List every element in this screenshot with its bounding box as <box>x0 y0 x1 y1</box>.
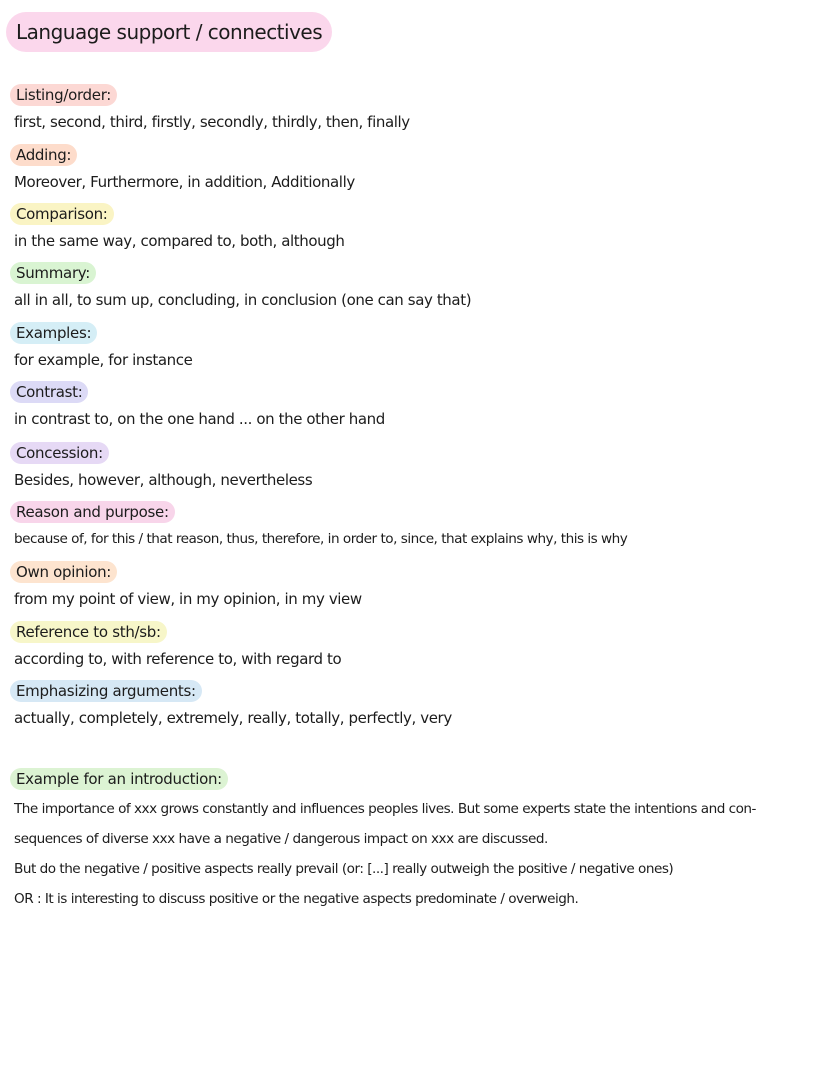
section-adding <box>10 144 355 193</box>
section-summary <box>10 262 471 311</box>
section-label: Concession: <box>10 442 109 464</box>
section-contrast <box>10 381 385 430</box>
intro-line: The importance of xxx grows constantly and influences peoples lives. But some experts state the intentions and con- <box>14 801 756 817</box>
section-label: Contrast: <box>10 381 88 403</box>
section-label: Comparison: <box>10 203 114 225</box>
section-items: because of, for this / that reason, thus, therefore, in order to, since, that explains why, this is why <box>14 531 628 547</box>
intro-line: sequences of diverse xxx have a negative / dangerous impact on xxx are discussed. <box>14 831 548 847</box>
section-items: from my point of view, in my opinion, in my view <box>14 590 362 608</box>
introduction-example <box>10 768 825 914</box>
section-label: Reason and purpose: <box>10 501 175 523</box>
section-items: all in all, to sum up, concluding, in conclusion (one can say that) <box>14 291 472 309</box>
section-items: first, second, third, firstly, secondly, thirdly, then, finally <box>14 113 410 131</box>
section-label: Listing/order: <box>10 84 117 106</box>
section-label: Examples: <box>10 322 97 344</box>
section-items: actually, completely, extremely, really, totally, perfectly, very <box>14 709 452 727</box>
section-label: Emphasizing arguments: <box>10 680 202 702</box>
page-title: Language support / connectives <box>6 12 332 52</box>
section-label: Summary: <box>10 262 96 284</box>
section-items: for example, for instance <box>14 351 193 369</box>
section-own-opinion <box>10 561 362 610</box>
intro-label: Example for an introduction: <box>10 768 228 790</box>
section-reference <box>10 621 341 670</box>
section-label: Own opinion: <box>10 561 117 583</box>
section-emphasizing <box>10 680 452 729</box>
section-concession <box>10 442 312 491</box>
section-reason-purpose <box>10 501 627 550</box>
intro-line: OR : It is interesting to discuss positive or the negative aspects predominate / overweigh. <box>14 891 579 907</box>
section-items: in contrast to, on the one hand ... on the other hand <box>14 410 385 428</box>
section-items: according to, with reference to, with regard to <box>14 650 342 668</box>
section-items: in the same way, compared to, both, although <box>14 232 345 250</box>
section-listing-order <box>10 84 410 133</box>
section-comparison <box>10 203 345 252</box>
intro-line: But do the negative / positive aspects really prevail (or: [...] really outweigh the positive / negative ones) <box>14 861 674 877</box>
section-label: Reference to sth/sb: <box>10 621 167 643</box>
section-examples <box>10 322 192 371</box>
section-items: Besides, however, although, nevertheless <box>14 471 313 489</box>
section-label: Adding: <box>10 144 77 166</box>
section-items: Moreover, Furthermore, in addition, Additionally <box>14 173 355 191</box>
